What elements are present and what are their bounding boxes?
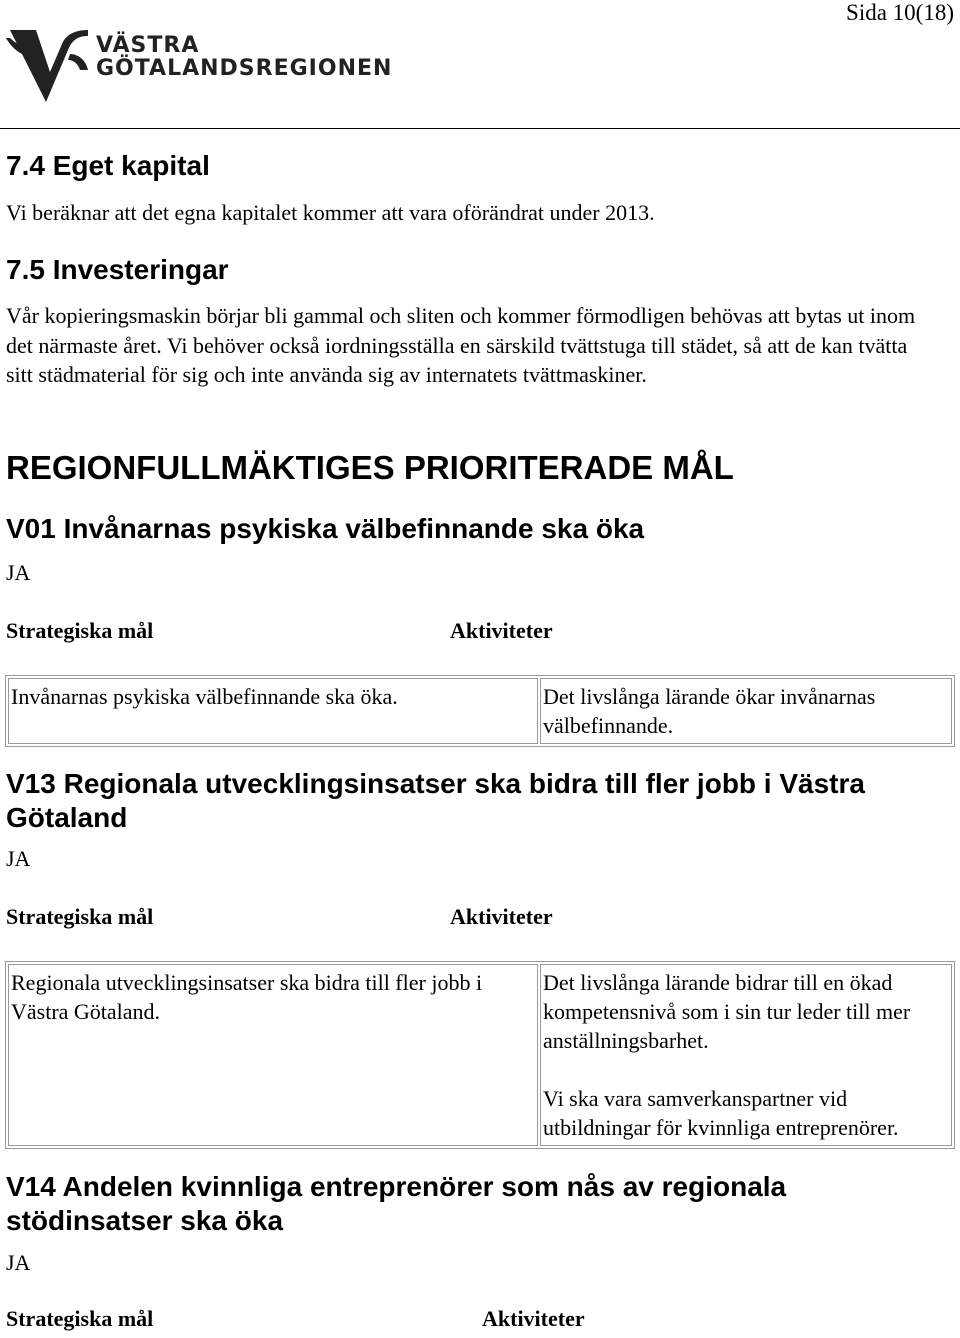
- goal-table-v01: [5, 675, 955, 747]
- vgr-logo-icon: [6, 24, 92, 106]
- activities-cell: [540, 678, 952, 744]
- table-row: [8, 964, 952, 1146]
- goal-heading-v13: V13 Regionala utvecklingsinsatser ska bidra till fler jobb i Västra Götaland: [6, 768, 865, 833]
- activity-item: Det livslånga lärande bidrar till en ökad kompetensnivå som i sin tur leder till mer anställningsbarhet.: [543, 970, 911, 1053]
- goal-table-v13: [5, 961, 955, 1149]
- activity-item: Vi ska vara samverkanspartner vid utbildningar för kvinnliga entreprenörer.: [543, 1086, 899, 1140]
- goal-col1-label-v14: Strategiska mål: [6, 1306, 154, 1331]
- goal-col2-label-v01: Aktiviteter: [450, 618, 553, 643]
- logo-line-2: GÖTALANDSREGIONEN: [96, 56, 393, 82]
- goal-col1-label-v01: Strategiska mål: [6, 618, 154, 643]
- activity-item: Det livslånga lärande ökar invånarnas välbefinnande.: [543, 684, 876, 738]
- goal-answer-v14: JA: [6, 1250, 31, 1275]
- goal-col1-label-v13: Strategiska mål: [6, 904, 154, 929]
- page-number: Sida 10(18): [846, 0, 954, 25]
- strategic-goal-cell: Invånarnas psykiska välbefinnande ska öka.: [8, 678, 538, 744]
- activities-cell: [540, 964, 952, 1146]
- logo-line-1: VÄSTRA: [96, 33, 200, 58]
- strategic-goal-cell: Regionala utvecklingsinsatser ska bidra till fler jobb i Västra Götaland.: [8, 964, 538, 1146]
- header-divider: [0, 128, 960, 129]
- goal-col2-label-v14: Aktiviteter: [482, 1306, 585, 1331]
- goal-heading-v01: V01 Invånarnas psykiska välbefinnande ska öka: [6, 513, 645, 544]
- vgr-logo: [6, 24, 393, 106]
- goal-heading-v14: V14 Andelen kvinnliga entreprenörer som nås av regionala stödinsatser ska öka: [6, 1171, 787, 1236]
- section-heading-7-4: 7.4 Eget kapital: [6, 150, 210, 181]
- logo-wordmark: [96, 34, 392, 80]
- goal-answer-v01: JA: [6, 560, 31, 585]
- section-text-7-4: Vi beräknar att det egna kapitalet kommer att vara oförändrat under 2013.: [6, 200, 655, 225]
- section-text-7-5: Vår kopieringsmaskin börjar bli gammal och sliten och kommer förmodligen behövas att bytas ut inom det närmaste året. Vi behöver också iordningsställa en särskild tvättstuga till städet, så att de kan tvätta sitt städmaterial för sig och inte använda sig av internatets tvättmaskiner.: [6, 303, 916, 387]
- main-heading: REGIONFULLMÄKTIGES PRIORITERADE MÅL: [6, 449, 734, 486]
- goal-answer-v13: JA: [6, 846, 31, 871]
- goal-col2-label-v13: Aktiviteter: [450, 904, 553, 929]
- table-row: [8, 678, 952, 744]
- section-heading-7-5: 7.5 Investeringar: [6, 254, 229, 285]
